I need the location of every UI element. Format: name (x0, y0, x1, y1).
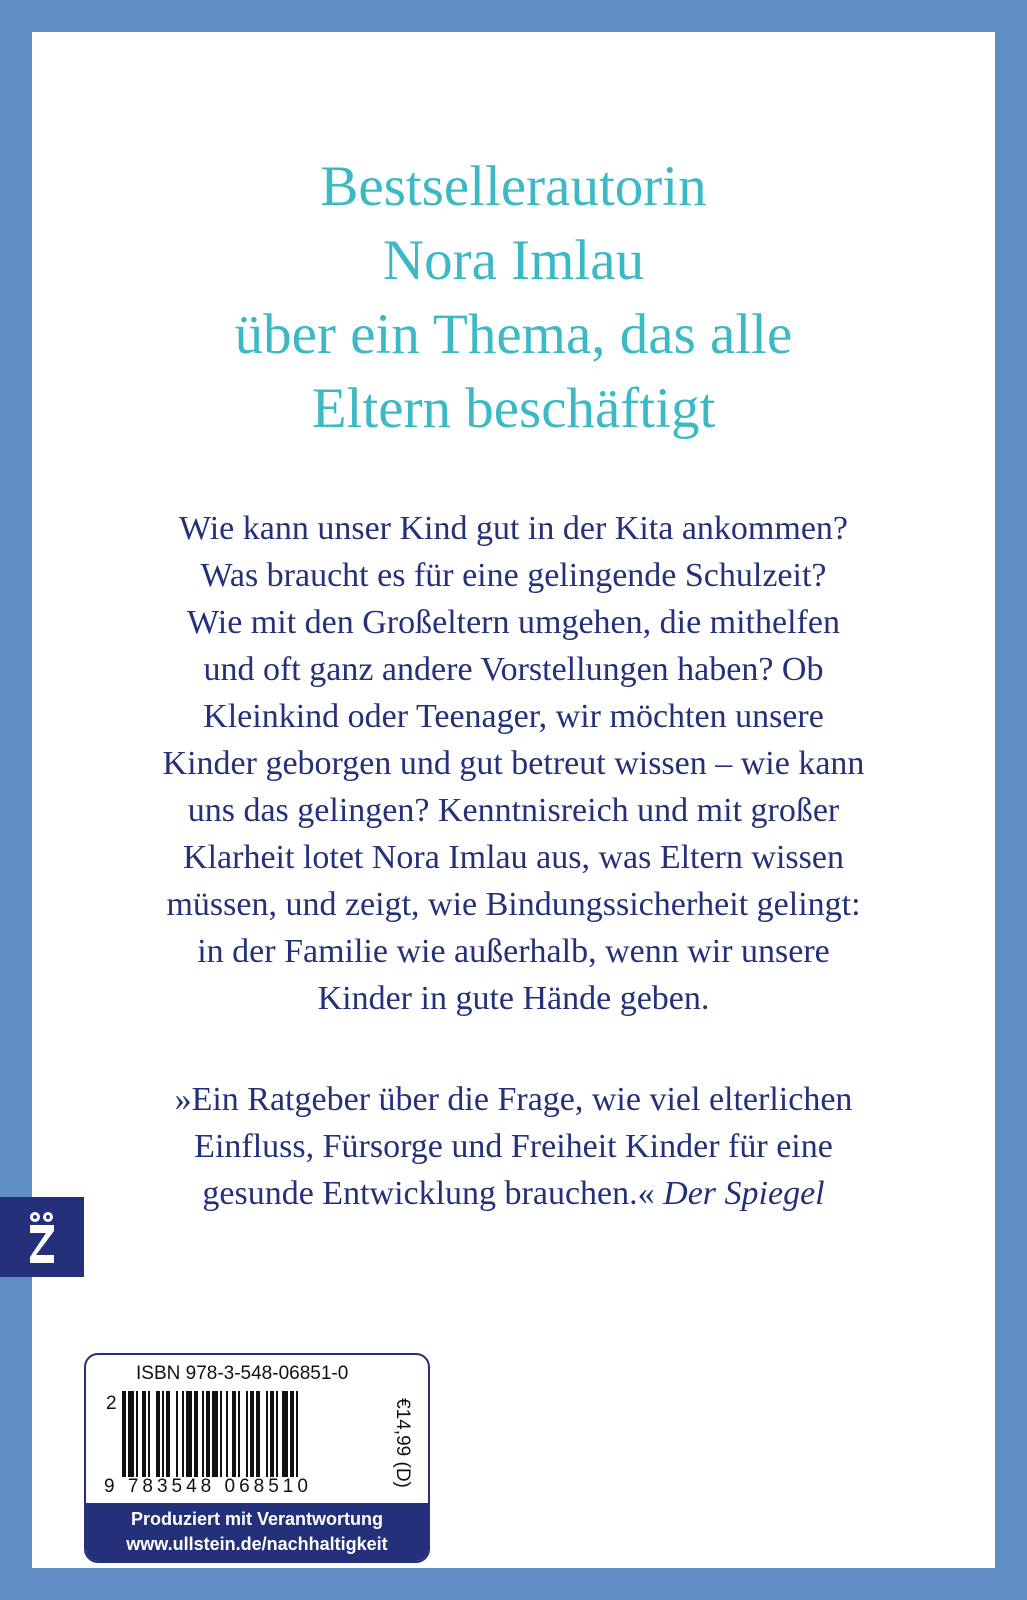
back-cover-panel (32, 32, 995, 1568)
barcode-bar (202, 1391, 204, 1477)
blurb-line: müssen, und zeigt, wie Bindungssicherheit gelingt: (166, 886, 861, 923)
blurb-line: Kinder geborgen und gut betreut wissen – wie kann (162, 745, 865, 782)
barcode-bar (182, 1391, 184, 1477)
barcode-bar (128, 1391, 134, 1477)
blurb-line: Wie mit den Großeltern umgehen, die mithelfen (187, 604, 840, 641)
sustainability-band (86, 1503, 428, 1561)
barcode-bar (220, 1391, 222, 1477)
barcode-bar (238, 1391, 240, 1477)
blurb-line: uns das gelingen? Kenntnisreich und mit großer (187, 792, 840, 829)
barcode-bar (206, 1391, 210, 1477)
press-quote (32, 1076, 995, 1217)
headline-line: Bestsellerautorin (320, 155, 707, 218)
barcode-bar (226, 1391, 228, 1477)
blurb-line: Was braucht es für eine gelingende Schulzeit? (200, 557, 827, 594)
blurb-line: in der Familie wie außerhalb, wenn wir unsere (197, 933, 830, 970)
price-label: €14,99 (D) (392, 1398, 413, 1488)
barcode-bar (156, 1391, 160, 1477)
barcode-bar (186, 1391, 192, 1477)
price-label-wrap (390, 1391, 414, 1495)
barcode-bar (270, 1391, 274, 1477)
blurb-line: Wie kann unser Kind gut in der Kita ankommen? (178, 510, 848, 547)
publisher-logo (0, 1197, 84, 1277)
quote-line-last (32, 1170, 995, 1217)
barcode-bar (296, 1391, 298, 1477)
blurb-line: Kinder in gute Hände geben. (317, 980, 710, 1017)
barcode-bar (256, 1391, 260, 1477)
barcode-bar (194, 1391, 198, 1477)
ean-digits: 9 783548 068510 (104, 1476, 312, 1497)
sustainability-url: www.ullstein.de/nachhaltigkeit (126, 1534, 388, 1554)
headline-line: Eltern beschäftigt (311, 377, 716, 440)
barcode-bar (136, 1391, 138, 1477)
blurb-line: Kleinkind oder Teenager, wir möchten unsere (203, 698, 824, 735)
barcode (120, 1391, 382, 1477)
blurb-line: und oft ganz andere Vorstellungen haben? Ob (203, 651, 824, 688)
barcode-bar (176, 1391, 178, 1477)
headline-line: über ein Thema, das alle (234, 303, 793, 366)
headline-line: Nora Imlau (382, 229, 645, 292)
barcode-bar (282, 1391, 288, 1477)
barcode-box (84, 1353, 430, 1563)
quote-line: »Ein Ratgeber über die Frage, wie viel elterlichen (174, 1081, 853, 1118)
barcode-bar (232, 1391, 236, 1477)
sustainability-line: Produziert mit Verantwortung (130, 1509, 384, 1529)
barcode-bar (162, 1391, 164, 1477)
owl-logo-icon (28, 1209, 56, 1265)
barcode-bar (122, 1391, 126, 1477)
quote-source: Der Spiegel (663, 1175, 825, 1212)
barcode-bar (142, 1391, 146, 1477)
blurb-line: Klarheit lotet Nora Imlau aus, was Eltern wissen (183, 839, 844, 876)
barcode-lead-digit: 2 (106, 1393, 117, 1414)
barcode-bar (148, 1391, 150, 1477)
quote-line: Einfluss, Fürsorge und Freiheit Kinder für eine (194, 1128, 833, 1165)
blurb-text (32, 505, 995, 1022)
barcode-bar (166, 1391, 170, 1477)
barcode-bar (246, 1391, 248, 1477)
barcode-bar (212, 1391, 218, 1477)
barcode-bar (276, 1391, 278, 1477)
barcode-bar (266, 1391, 268, 1477)
headline (32, 150, 995, 446)
barcode-bar (250, 1391, 254, 1477)
quote-line: gesunde Entwicklung brauchen.« (202, 1175, 655, 1212)
barcode-bar (290, 1391, 294, 1477)
isbn-label: ISBN 978-3-548-06851-0 (136, 1363, 349, 1384)
